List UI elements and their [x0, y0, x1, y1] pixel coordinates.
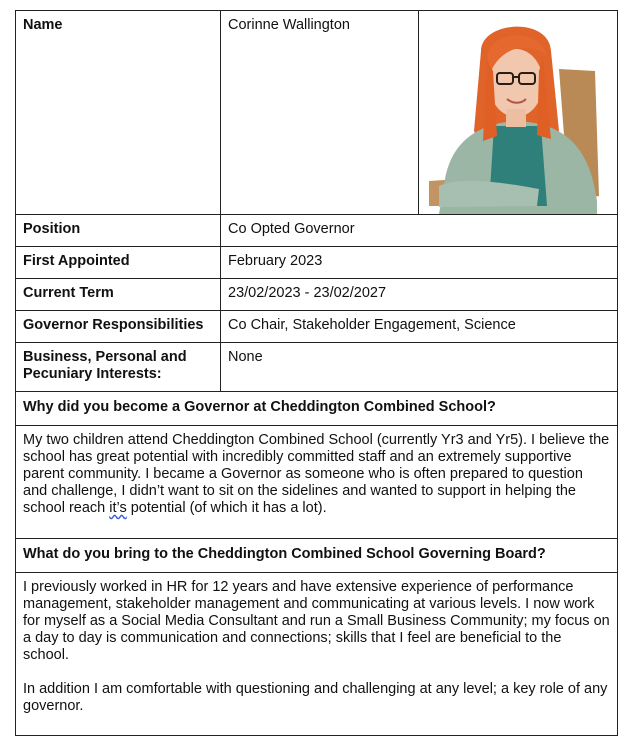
portrait-photo [419, 11, 602, 214]
bring-body-row [16, 573, 618, 736]
governor-profile-document [15, 10, 617, 736]
spellcheck-flagged-word: it’s [109, 500, 127, 516]
responsibilities-value: Co Chair, Stakeholder Engagement, Science [221, 311, 618, 343]
responsibilities-label: Governor Responsibilities [16, 311, 221, 343]
interests-row [16, 343, 618, 392]
first-appointed-value: February 2023 [221, 247, 618, 279]
bring-answer [16, 573, 618, 736]
why-answer [16, 426, 618, 539]
name-row [16, 11, 618, 215]
why-body-row [16, 426, 618, 539]
profile-table [15, 10, 618, 736]
interests-label: Business, Personal and Pecuniary Interests: [16, 343, 221, 392]
position-value: Co Opted Governor [221, 215, 618, 247]
position-label: Position [16, 215, 221, 247]
why-heading-row [16, 392, 618, 426]
current-term-row [16, 279, 618, 311]
name-label: Name [16, 11, 221, 215]
portrait-illustration [419, 11, 602, 214]
first-appointed-row [16, 247, 618, 279]
why-text-end: potential (of which it has a lot). [126, 500, 327, 516]
interests-value: None [221, 343, 618, 392]
bring-heading-row [16, 539, 618, 573]
position-row [16, 215, 618, 247]
photo-cell [419, 11, 618, 215]
why-paragraph [23, 432, 610, 517]
current-term-label: Current Term [16, 279, 221, 311]
bring-paragraph-1: I previously worked in HR for 12 years and have extensive experience of performance management, stakeholder management and communicating at various levels. I now work for myself as a Social Media Consultant and run a Small Business Community; my focus on a day to day is communication and connections; skills that I feel are beneficial to the school. [23, 579, 610, 663]
first-appointed-label: First Appointed [16, 247, 221, 279]
bring-heading: What do you bring to the Cheddington Combined School Governing Board? [16, 539, 618, 573]
why-heading: Why did you become a Governor at Cheddington Combined School? [16, 392, 618, 426]
why-text-start: My two children attend Cheddington Combined School (currently Yr3 and Yr5). I believe the school has great potential with incredibly committed staff and an extremely supportive parent community. I became a Governor as someone who is often prepared to question and challenge, I didn’t want to sit on the sidelines and wanted to support in helping the school reach [23, 432, 610, 516]
bring-paragraph-2: In addition I am comfortable with questioning and challenging at any level; a key role of any governor. [23, 681, 608, 714]
current-term-value: 23/02/2023 - 23/02/2027 [221, 279, 618, 311]
responsibilities-row [16, 311, 618, 343]
name-value: Corinne Wallington [221, 11, 419, 215]
